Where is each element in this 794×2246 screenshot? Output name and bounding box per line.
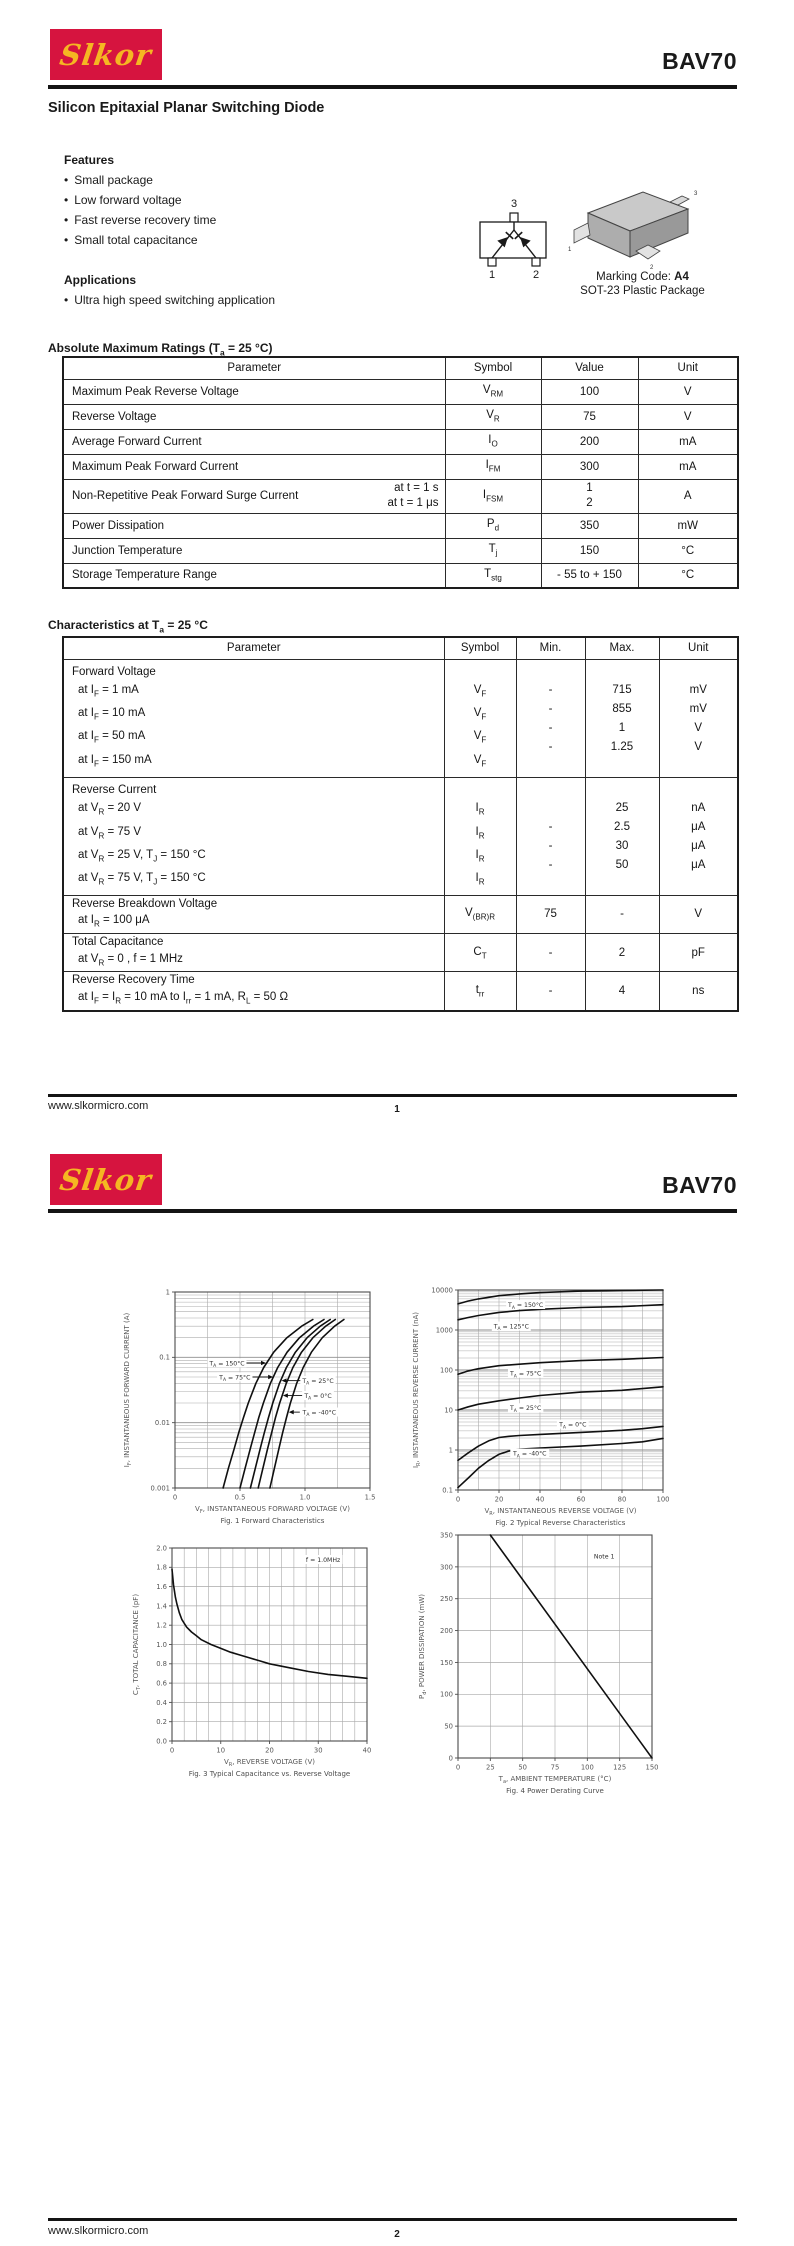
brand-logo [50, 1154, 162, 1205]
param-cell: Total Capacitance at $V_R = 0$ , f = 1 MHz [63, 934, 444, 972]
applications-list [64, 290, 275, 310]
unit-cell: mA [638, 429, 738, 454]
max-cell: 25 2.5 30 50 [585, 777, 659, 895]
annotations [304, 1555, 343, 1564]
list-item: • Small package [64, 173, 153, 187]
pin-3-pad [510, 213, 518, 222]
param-cell: Average Forward Current [63, 429, 445, 454]
svg-text:10: 10 [444, 1406, 453, 1415]
header-rule [48, 1209, 737, 1213]
column-header: Value [541, 357, 638, 379]
svg-text:200: 200 [440, 1626, 453, 1635]
fig4-chart [398, 1511, 698, 1811]
abs-max-heading: Absolute Maximum Ratings ($T_a = 25$ °C) [48, 341, 273, 358]
pin-3-label: 3 [510, 198, 518, 210]
svg-text:Fig. 1 Forward Characteristics: Fig. 1 Forward Characteristics [220, 1517, 325, 1525]
param-cell: Power Dissipation [63, 513, 445, 538]
page-title: Silicon Epitaxial Planar Switching Diode [48, 100, 325, 116]
svg-text:0: 0 [169, 1746, 175, 1755]
unit-cell: pF [659, 934, 738, 972]
unit-cell: ns [659, 972, 738, 1011]
svg-text:1.0: 1.0 [156, 1640, 167, 1649]
column-header: Symbol [444, 637, 516, 659]
min-cell: - [516, 972, 585, 1011]
param-cell: Junction Temperature [63, 538, 445, 563]
list-item: • Fast reverse recovery time [64, 213, 217, 227]
svg-text:0.5: 0.5 [234, 1493, 246, 1502]
svg-text:0: 0 [448, 1754, 453, 1763]
svg-text:2.0: 2.0 [156, 1544, 167, 1553]
svg-text:125: 125 [613, 1763, 627, 1772]
package-drawing [558, 183, 708, 275]
value-cell: 150 [541, 538, 638, 563]
svg-text:0.8: 0.8 [156, 1660, 167, 1669]
table-header-row [63, 637, 738, 659]
svg-text:100: 100 [580, 1763, 594, 1772]
footer-rule [48, 2218, 737, 2221]
pkg-pin-2-label: 2 [650, 265, 654, 271]
page-number: 2 [394, 2229, 400, 2240]
applications-heading: Applications [64, 273, 137, 287]
value-cell: - 55 to + 150 [541, 563, 638, 588]
marking-code-value: A4 [674, 271, 689, 283]
unit-cell: V [638, 379, 738, 404]
svg-text:100: 100 [656, 1495, 670, 1504]
svg-text:25: 25 [486, 1763, 495, 1772]
series-curve [223, 1320, 313, 1489]
svg-text:TA = -40°C: $T_A = -40^\circ C$ [302, 1409, 337, 1419]
abs-max-table [62, 356, 739, 589]
svg-text:1.5: 1.5 [364, 1493, 376, 1502]
max-cell: 715 855 1 1.25 [585, 659, 659, 777]
svg-text:100: 100 [440, 1690, 453, 1699]
symbol-cell: $V_{(BR)R}$ [444, 895, 516, 933]
svg-text:10000: 10000 [431, 1286, 453, 1295]
part-number: BAV70 [662, 1172, 737, 1198]
svg-text:Ta, AMBIENT TEMPERATURE (°C): $T_a$, AMBIENT TEMPERATURE (°C) [498, 1775, 612, 1785]
svg-text:Note 1: Note 1 [593, 1553, 615, 1561]
table-row [63, 404, 738, 429]
brand-logo [50, 29, 162, 80]
svg-text:0.1: 0.1 [442, 1486, 453, 1495]
min-cell: - [516, 934, 585, 972]
series-curve [258, 1320, 335, 1489]
brand-logo-text: Slkor [57, 1162, 155, 1197]
svg-text:0.01: 0.01 [154, 1419, 170, 1428]
svg-text:1: 1 [165, 1288, 170, 1297]
svg-text:30: 30 [313, 1746, 323, 1755]
pin-1-lead [574, 223, 590, 243]
value-cell: 350 [541, 513, 638, 538]
table-row [63, 972, 738, 1011]
symbol-outline [480, 222, 546, 258]
svg-text:20: 20 [265, 1746, 274, 1755]
max-cell: 2 [585, 934, 659, 972]
table-row [63, 895, 738, 933]
fig2-chart [398, 1264, 710, 1540]
symbol-cell: $C_T$ [444, 934, 516, 972]
svg-text:Pd, POWER DISSIPATION (mW): $P_d$, POWER DISSIPATION (mW) [418, 1594, 428, 1699]
param-cell: Maximum Peak Forward Current [63, 454, 445, 479]
svg-text:300: 300 [440, 1563, 453, 1572]
svg-text:0.6: 0.6 [156, 1679, 167, 1688]
svg-text:1.0: 1.0 [299, 1493, 311, 1502]
unit-cell: mA [638, 454, 738, 479]
axis-ticks [156, 1544, 371, 1754]
svg-text:250: 250 [440, 1595, 453, 1604]
unit-cell: °C [638, 563, 738, 588]
symbol-cell: $T_{stg}$ [445, 563, 541, 588]
symbol-cell: $V_{RM}$ [445, 379, 541, 404]
table-row [63, 513, 738, 538]
marking-code [545, 270, 740, 298]
table-row [63, 563, 738, 588]
bullet-icon: • [64, 293, 69, 307]
svg-text:10: 10 [216, 1746, 226, 1755]
pkg-pin-3-label: 3 [694, 191, 698, 197]
svg-text:350: 350 [440, 1531, 453, 1540]
annotations [592, 1551, 617, 1560]
svg-text:Fig. 2 Typical Reverse Charact: Fig. 2 Typical Reverse Characteristics [495, 1519, 626, 1527]
svg-text:TA = 125°C: $T_A = 125^\circ C$ [493, 1323, 529, 1333]
axis-ticks [440, 1531, 658, 1771]
svg-text:f = 1.0MHz: f = 1.0MHz [305, 1556, 341, 1564]
fig3-chart [98, 1524, 394, 1794]
grid [458, 1535, 652, 1758]
svg-text:0: 0 [172, 1493, 178, 1502]
svg-text:1: 1 [448, 1446, 453, 1455]
characteristics-table [62, 636, 739, 1012]
pin-2-label: 2 [532, 269, 540, 281]
svg-text:TA = 75°C: $T_A = 75^\circ C$ [219, 1374, 251, 1384]
svg-text:Fig. 4 Power Derating Curve: Fig. 4 Power Derating Curve [506, 1787, 604, 1795]
value-cell: 200 [541, 429, 638, 454]
bullet-icon: • [64, 173, 69, 187]
characteristics-heading: Characteristics at $T_a = 25$ °C [48, 618, 208, 635]
marking-code-line [545, 270, 740, 284]
column-header: Max. [585, 637, 659, 659]
symbol-cell: $T_j$ [445, 538, 541, 563]
svg-text:1.4: 1.4 [156, 1602, 167, 1611]
symbol-cell: $V_F$ $V_F$ $V_F$ $V_F$ [444, 659, 516, 777]
pkg-pin-1-label: 1 [568, 247, 572, 253]
min-cell: 75 [516, 895, 585, 933]
param-cell: Reverse Recovery Time at $I_F = I_R = 10$ mA to $I_{rr} = 1$ mA, $R_L = 50$ Ω [63, 972, 444, 1011]
unit-cell: V [638, 404, 738, 429]
svg-text:150: 150 [440, 1658, 453, 1667]
page-number: 1 [394, 1104, 400, 1115]
svg-text:150: 150 [645, 1763, 659, 1772]
value-cell: 1 2 [541, 479, 638, 513]
param-cell: Non-Repetitive Peak Forward Surge Current at t = 1 s at t = 1 μs [63, 479, 445, 513]
fig1-chart [88, 1266, 388, 1538]
svg-text:TA = -40°C: $T_A = -40^\circ C$ [512, 1450, 547, 1460]
column-header: Unit [659, 637, 738, 659]
table-row [63, 538, 738, 563]
footer-rule [48, 1094, 737, 1097]
svg-text:TA = 0°C: $T_A = 0^\circ C$ [304, 1392, 332, 1402]
symbol-cell: $I_O$ [445, 429, 541, 454]
grid [172, 1548, 367, 1741]
footer-url: www.slkormicro.com [48, 2225, 149, 2237]
list-item: • Ultra high speed switching application [64, 293, 275, 307]
svg-text:100: 100 [440, 1366, 453, 1375]
param-cell: Forward Voltage at $I_F = 1$ mA at $I_F = 10$ mA at $I_F = 50$ mA at $I_F = 150$ mA [63, 659, 444, 777]
svg-text:TA = 25°C: $T_A = 25^\circ C$ [302, 1377, 334, 1387]
svg-text:VF, INSTANTANEOUS FORWARD VOLT: $V_F$, INSTANTANEOUS FORWARD VOLTAGE (V) [195, 1505, 350, 1515]
svg-text:75: 75 [550, 1763, 560, 1772]
param-cell: Reverse Current at $V_R = 20$ V at $V_R = 75$ V at $V_R = 25$ V, $T_J = 150$ °C at $V_R = 75$ V, $T_J = 150$ °C [63, 777, 444, 895]
series-group [490, 1535, 652, 1758]
column-header: Unit [638, 357, 738, 379]
bullet-icon: • [64, 233, 69, 247]
svg-text:TA = 75°C: $T_A = 75^\circ C$ [510, 1370, 542, 1380]
svg-text:CT, TOTAL CAPACITANCE (pF): $C_T$, TOTAL CAPACITANCE (pF) [132, 1593, 142, 1696]
unit-cell: °C [638, 538, 738, 563]
unit-cell: A [638, 479, 738, 513]
svg-text:IF, INSTANTANEOUS FORWARD CURR: $I_F$, INSTANTANEOUS FORWARD CURRENT (A) [123, 1312, 133, 1468]
symbol-cell: $P_d$ [445, 513, 541, 538]
svg-text:0.0: 0.0 [156, 1737, 167, 1746]
features-heading: Features [64, 153, 115, 167]
column-header: Parameter [63, 357, 445, 379]
value-cell: 75 [541, 404, 638, 429]
svg-text:0.2: 0.2 [156, 1718, 167, 1727]
svg-text:TA = 150°C: $T_A = 150^\circ C$ [209, 1360, 245, 1370]
param-cell: Storage Temperature Range [63, 563, 445, 588]
svg-text:0: 0 [455, 1495, 461, 1504]
unit-cell: mV mV V V [659, 659, 738, 777]
svg-text:50: 50 [444, 1722, 453, 1731]
table-row [63, 659, 738, 777]
unit-cell: nA μA μA μA [659, 777, 738, 895]
column-header: Min. [516, 637, 585, 659]
symbol-cell: $I_{FM}$ [445, 454, 541, 479]
pin-1-label: 1 [488, 269, 496, 281]
table-row [63, 429, 738, 454]
svg-text:0: 0 [455, 1763, 461, 1772]
min-cell: - - - - [516, 659, 585, 777]
svg-text:0.001: 0.001 [150, 1484, 170, 1493]
max-cell: 4 [585, 972, 659, 1011]
list-item: • Small total capacitance [64, 233, 198, 247]
symbol-cell: $V_R$ [445, 404, 541, 429]
svg-text:IR, INSTANTANEOUS REVERSE CURR: $I_R$, INSTANTANEOUS REVERSE CURRENT (nA) [412, 1311, 422, 1469]
param-cell: Maximum Peak Reverse Voltage [63, 379, 445, 404]
header-rule [48, 85, 737, 89]
svg-text:TA = 25°C: $T_A = 25^\circ C$ [510, 1405, 542, 1414]
table-row [63, 777, 738, 895]
column-header: Parameter [63, 637, 444, 659]
table-row [63, 454, 738, 479]
column-header: Symbol [445, 357, 541, 379]
svg-text:Fig. 3 Typical Capacitance vs.: Fig. 3 Typical Capacitance vs. Reverse Voltage [188, 1770, 351, 1778]
param-cell: Reverse Voltage [63, 404, 445, 429]
svg-text:1.8: 1.8 [156, 1563, 167, 1572]
value-cell: 300 [541, 454, 638, 479]
bullet-icon: • [64, 213, 69, 227]
svg-text:VR, REVERSE VOLTAGE (V): $V_R$, REVERSE VOLTAGE (V) [223, 1758, 316, 1768]
param-cell: Reverse Breakdown Voltage at $I_R = 100$ μA [63, 895, 444, 933]
svg-text:1.6: 1.6 [156, 1583, 167, 1591]
svg-text:TA = 0°C: $T_A = 0^\circ C$ [559, 1421, 587, 1431]
max-cell: - [585, 895, 659, 933]
svg-text:40: 40 [362, 1746, 372, 1755]
series-curve [240, 1320, 324, 1489]
pin-2-pad [532, 258, 540, 266]
svg-text:TA = 150°C: $T_A = 150^\circ C$ [508, 1301, 544, 1311]
series-group [223, 1320, 344, 1489]
svg-text:80: 80 [617, 1495, 627, 1504]
table-header-row [63, 357, 738, 379]
footer-url: www.slkormicro.com [48, 1100, 149, 1112]
unit-cell: mW [638, 513, 738, 538]
brand-logo-text: Slkor [57, 37, 155, 72]
min-cell: - - - [516, 777, 585, 895]
unit-cell: V [659, 895, 738, 933]
series-curve [490, 1535, 652, 1758]
svg-text:60: 60 [576, 1495, 586, 1504]
svg-text:0.1: 0.1 [159, 1353, 170, 1362]
table-row [63, 934, 738, 972]
value-cell: 100 [541, 379, 638, 404]
features-list [64, 170, 216, 250]
svg-text:20: 20 [494, 1495, 504, 1504]
svg-text:VR, INSTANTANEOUS REVERSE VOLT: $V_R$, INSTANTANEOUS REVERSE VOLTAGE (V) [484, 1507, 637, 1517]
svg-text:0.4: 0.4 [156, 1698, 167, 1707]
symbol-cell: $I_R$ $I_R$ $I_R$ $I_R$ [444, 777, 516, 895]
svg-text:1.2: 1.2 [156, 1621, 167, 1630]
pin-1-pad [488, 258, 496, 266]
svg-text:50: 50 [518, 1763, 527, 1772]
list-item: • Low forward voltage [64, 193, 182, 207]
table-row [63, 379, 738, 404]
marking-label: Marking Code: [596, 271, 675, 283]
table-row [63, 479, 738, 513]
package-name: SOT-23 Plastic Package [580, 285, 705, 297]
svg-text:1000: 1000 [435, 1326, 453, 1335]
part-number: BAV70 [662, 48, 737, 74]
symbol-cell: $t_{rr}$ [444, 972, 516, 1011]
bullet-icon: • [64, 193, 69, 207]
svg-text:40: 40 [535, 1495, 545, 1504]
symbol-cell: $I_{FSM}$ [445, 479, 541, 513]
